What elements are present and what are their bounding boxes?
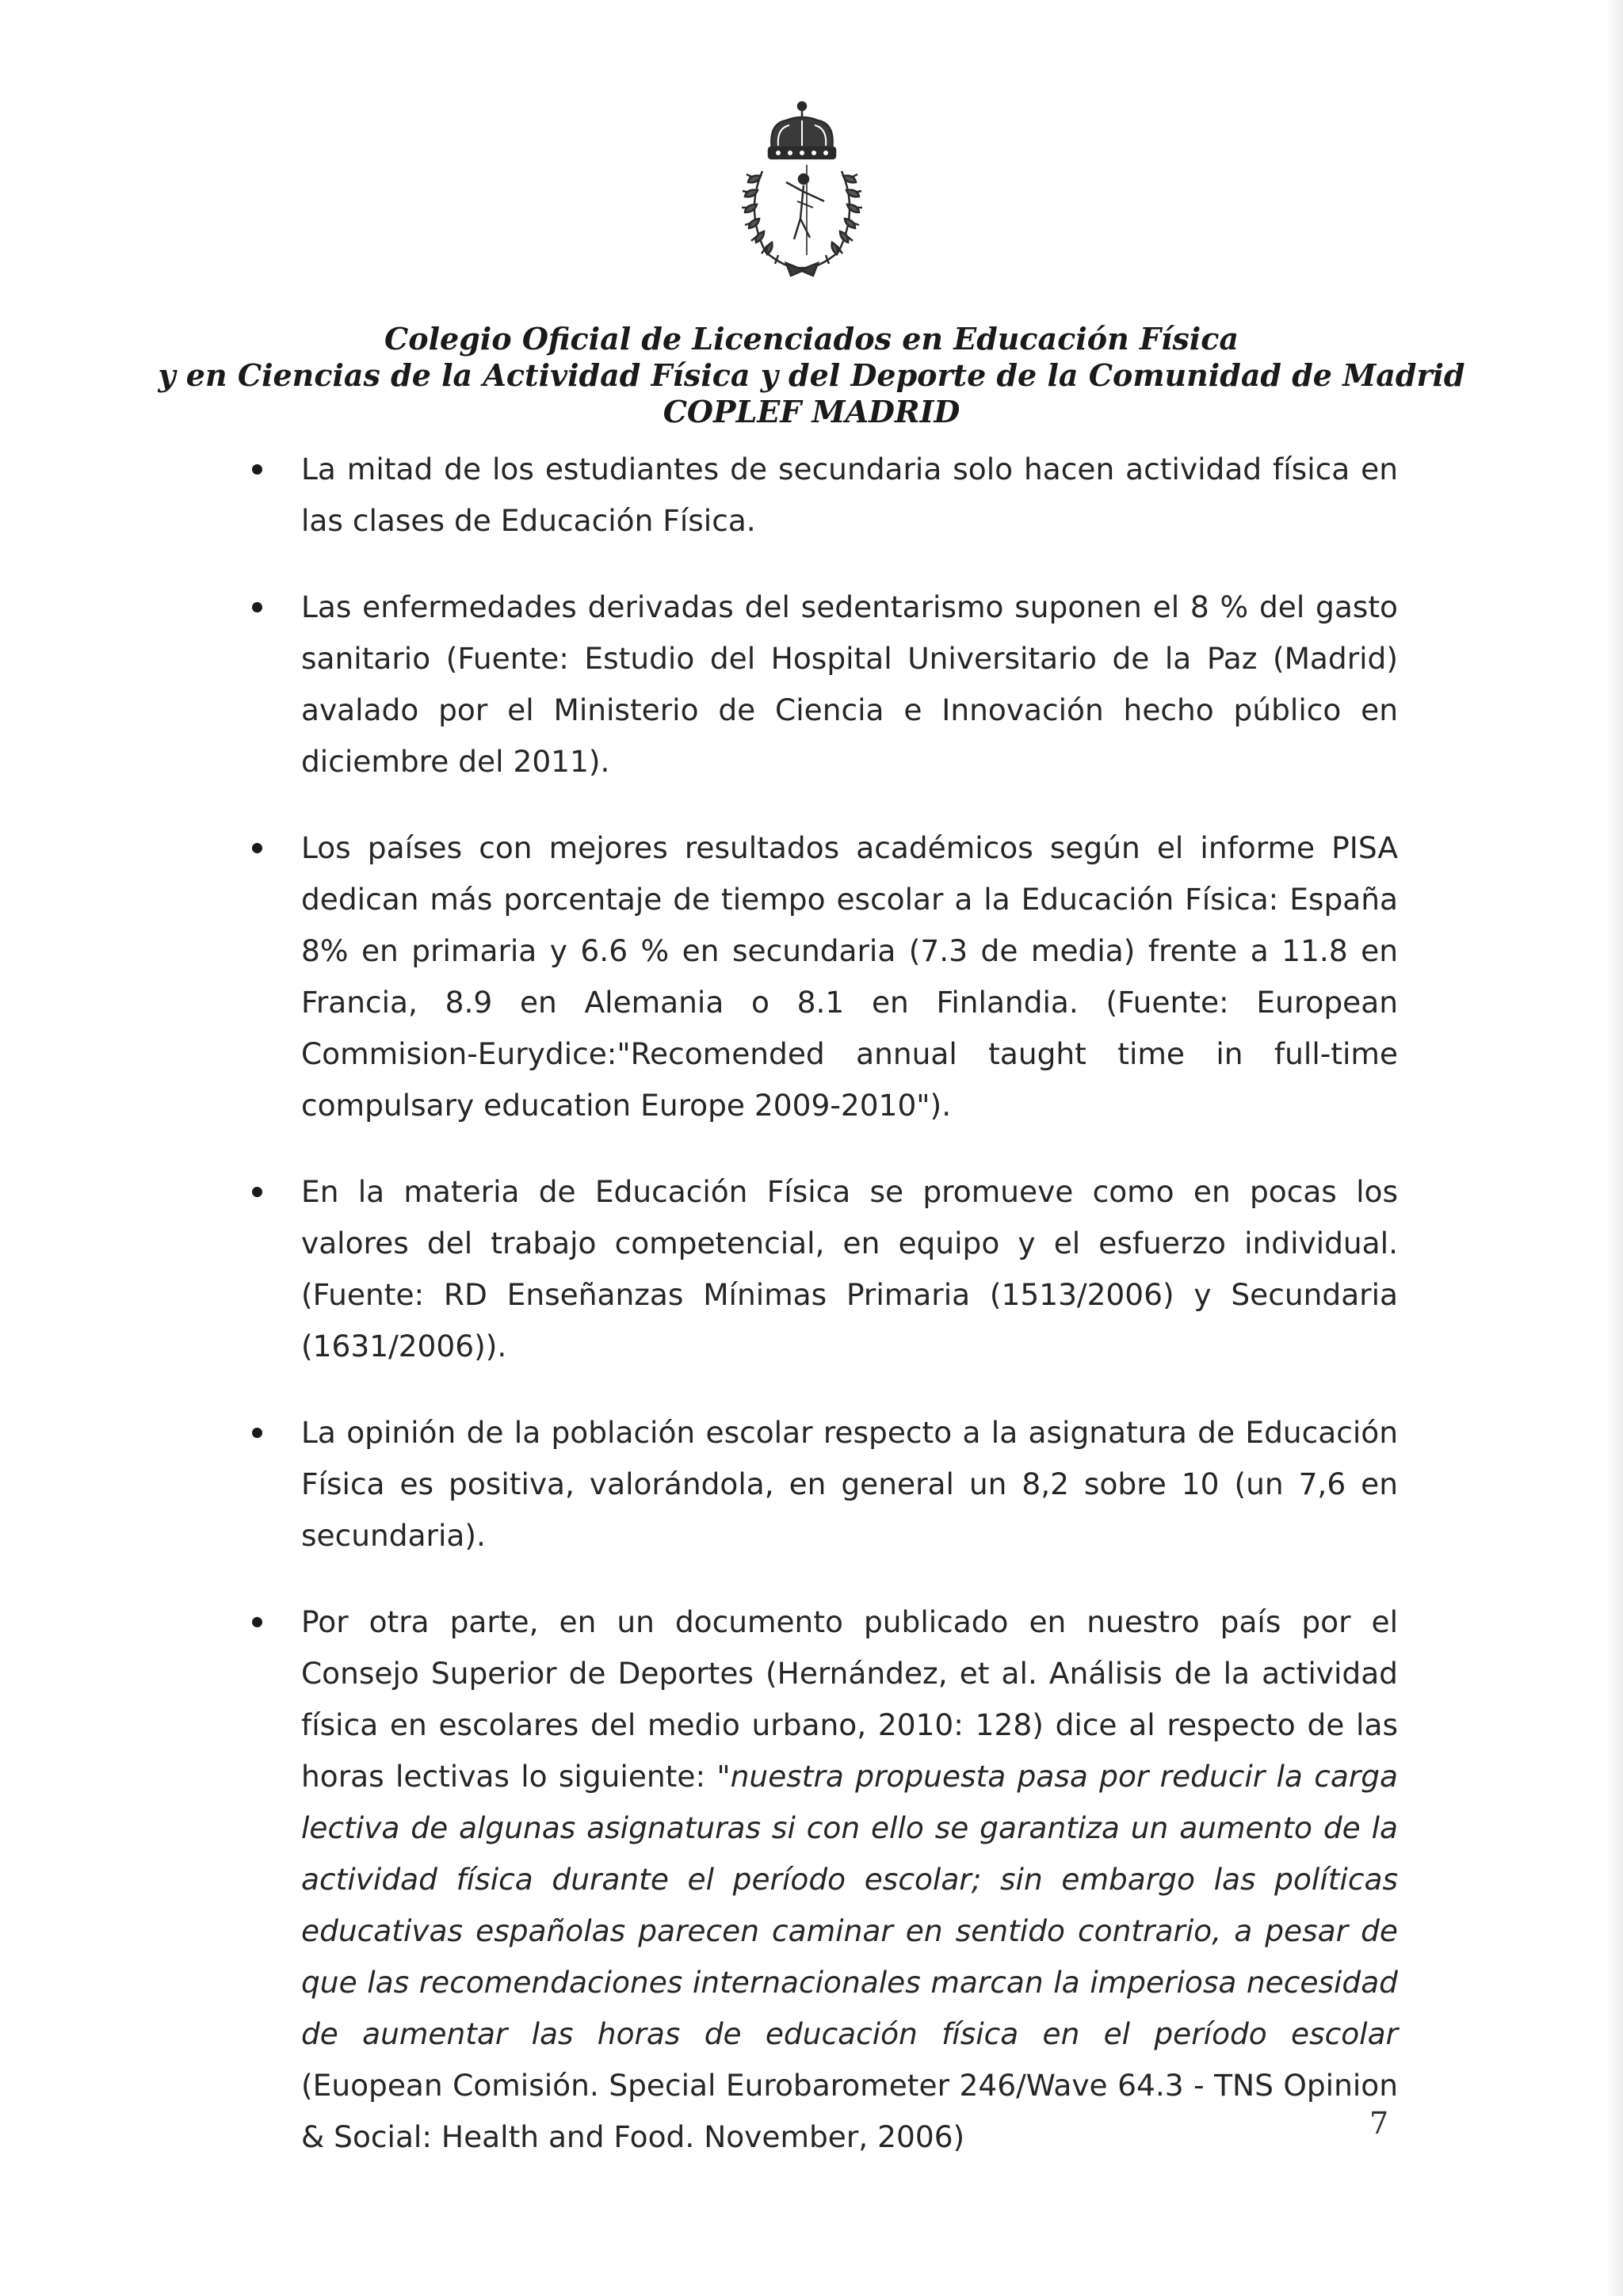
bullet-item <box>252 1166 1398 1372</box>
body-content <box>252 444 1398 2198</box>
institution-header <box>0 321 1623 430</box>
bullet-item <box>252 1407 1398 1562</box>
page-number: 7 <box>1369 2106 1389 2141</box>
bullet-text: Los países con mejores resultados académicos según el informe PISA dedican más porcentaje de tiempo escolar a la Educación Física: España 8% en primaria y 6.6 % en secundaria (7.3 de media) frente a 11.8 en Francia, 8.9 en Alemania o 8.1 en Finlandia. (Fuente: European Commision-Eurydice:"Recomended annual taught time in full-time compulsary education Europe 2009-2010"). <box>301 830 1398 1123</box>
bullet-text: En la materia de Educación Física se promueve como en pocas los valores del trabajo competencial, en equipo y el esfuerzo individual.(Fuente: RD Enseñanzas Mínimas Primaria (1513/2006) y Secundaria (1631/2006)). <box>301 1174 1398 1363</box>
bullet-text: Las enfermedades derivadas del sedentarismo suponen el 8 % del gasto sanitario (Fuente: Estudio del Hospital Universitario de la Paz (Madrid) avalado por el Ministerio de Ciencia e Innovación hecho público en diciembre del 2011). <box>301 589 1398 779</box>
crown-laurel-emblem-icon <box>731 100 873 279</box>
header-line-2: y en Ciencias de la Actividad Física y del Deporte de la Comunidad de Madrid <box>158 357 1465 393</box>
bullet-item <box>252 582 1398 788</box>
bullet-dot-icon <box>252 1428 262 1438</box>
header-line-3: COPLEF MADRID <box>663 394 960 429</box>
bullet-quote: nuestra propuesta pasa por reducir la carga lectiva de algunas asignaturas si con ello se garantiza un aumento de la actividad física durante el período escolar; sin embargo las políticas educativas españolas parecen caminar en sentido contrario, a pesar de que las recomendaciones internacionales marcan la imperiosa necesidad de aumentar las horas de educación física en el período escolar <box>301 1759 1398 2051</box>
bullet-source: (Euopean Comisión. Special Eurobarometer 246/Wave 64.3 - TNS Opinion & Social: Health and Food. November, 2006) <box>301 2068 1398 2154</box>
bullet-text: La mitad de los estudiantes de secundaria solo hacen actividad física en las clases de Educación Física. <box>301 452 1398 538</box>
header-line-1: Colegio Oficial de Licenciados en Educación Física <box>384 321 1239 357</box>
bullet-item <box>252 444 1398 547</box>
bullet-text-intro: Por otra parte, en un documento publicado en nuestro país por el Consejo Superior de Deportes (Hernández, et al. Análisis de la actividad física en escolares del medio urbano, 2010: 128) dice al respecto de las horas lectivas lo siguiente: " <box>301 1604 1398 1794</box>
bullet-text: La opinión de la población escolar respecto a la asignatura de Educación Física es positiva, valorándola, en general un 8,2 sobre 10 (un 7,6 en secundaria). <box>301 1415 1398 1553</box>
bullet-dot-icon <box>252 602 262 612</box>
bullet-dot-icon <box>252 843 262 853</box>
bullet-item <box>252 1596 1398 2163</box>
bullet-item <box>252 822 1398 1131</box>
bullet-dot-icon <box>252 1617 262 1627</box>
bullet-list <box>252 444 1398 2163</box>
bullet-dot-icon <box>252 1187 262 1197</box>
bullet-dot-icon <box>252 464 262 475</box>
